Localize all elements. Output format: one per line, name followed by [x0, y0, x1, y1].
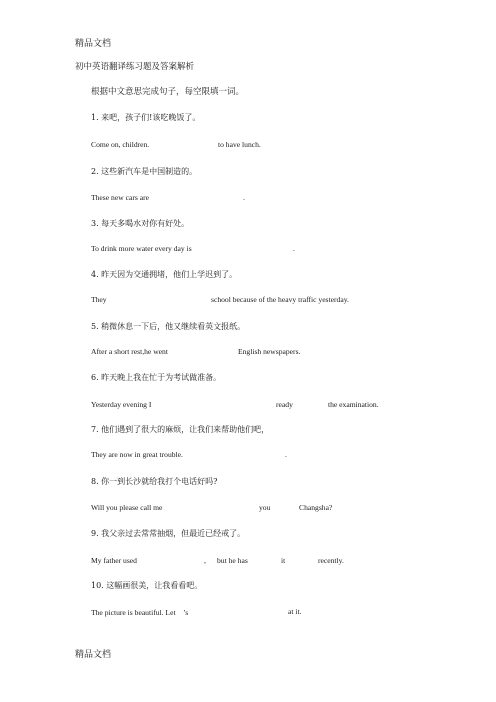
english-segment: Come on, children. [91, 140, 150, 149]
english-segment: Changsha? [299, 503, 333, 512]
english-segment: you [259, 503, 271, 512]
english-segment: They are now in great trouble. [91, 450, 183, 459]
english-segment: My father used [91, 556, 137, 565]
english-segment: Will you please call me [91, 503, 163, 512]
english-segment: These new cars are [91, 193, 149, 202]
english-segment: , [204, 556, 206, 565]
english-segment: recently. [318, 556, 344, 565]
question-8-chinese: 8. 你一到长沙就给我打个电话好吗? [91, 477, 218, 486]
document-title: 初中英语翻译练习题及答案解析 [75, 62, 195, 72]
english-segment: . [285, 450, 287, 459]
english-segment: but he has [217, 556, 248, 565]
page-header: 精品文档 [75, 39, 112, 49]
instruction-text: 根据中文意思完成句子，每空限填一词。 [91, 87, 245, 97]
question-10-chinese: 10. 这幅画很美，让我看看吧。 [91, 581, 203, 590]
english-segment: To drink more water every day is [91, 244, 192, 253]
english-segment: Yesterday evening I [91, 400, 152, 409]
english-segment: it [281, 556, 286, 565]
question-9-chinese: 9. 我父亲过去常常抽烟，但最近已经戒了。 [91, 529, 246, 538]
question-3-chinese: 3. 每天多喝水对你有好处。 [91, 219, 190, 228]
question-4-chinese: 4. 昨天因为交通拥堵，他们上学迟到了。 [91, 270, 238, 279]
question-1-chinese: 1. 来吧，孩子们!该吃晚饭了。 [91, 113, 201, 122]
english-segment: ready [276, 400, 293, 409]
question-2-chinese: 2. 这些新汽车是中国制造的。 [91, 167, 198, 176]
english-segment: The picture is beautiful. Let ’s [91, 608, 189, 617]
question-6-chinese: 6. 昨天晚上我在忙于为考试做准备。 [91, 373, 222, 382]
english-segment: to have lunch. [218, 140, 261, 149]
english-segment: at it. [288, 607, 302, 616]
english-segment: . [243, 193, 245, 202]
page-footer: 精品文档 [75, 650, 112, 660]
english-segment: They [91, 295, 107, 304]
english-segment: . [293, 244, 295, 253]
question-5-chinese: 5. 稍微休息一下后，他又继续看英文报纸。 [91, 322, 246, 331]
english-segment: the examination. [328, 400, 379, 409]
english-segment: After a short rest,he went [91, 347, 168, 356]
english-segment: school because of the heavy traffic yesterday. [211, 295, 349, 304]
english-segment: English newspapers. [238, 347, 301, 356]
question-7-chinese: 7. 他们遇到了很大的麻烦，让我们来帮助他们吧， [91, 425, 270, 434]
